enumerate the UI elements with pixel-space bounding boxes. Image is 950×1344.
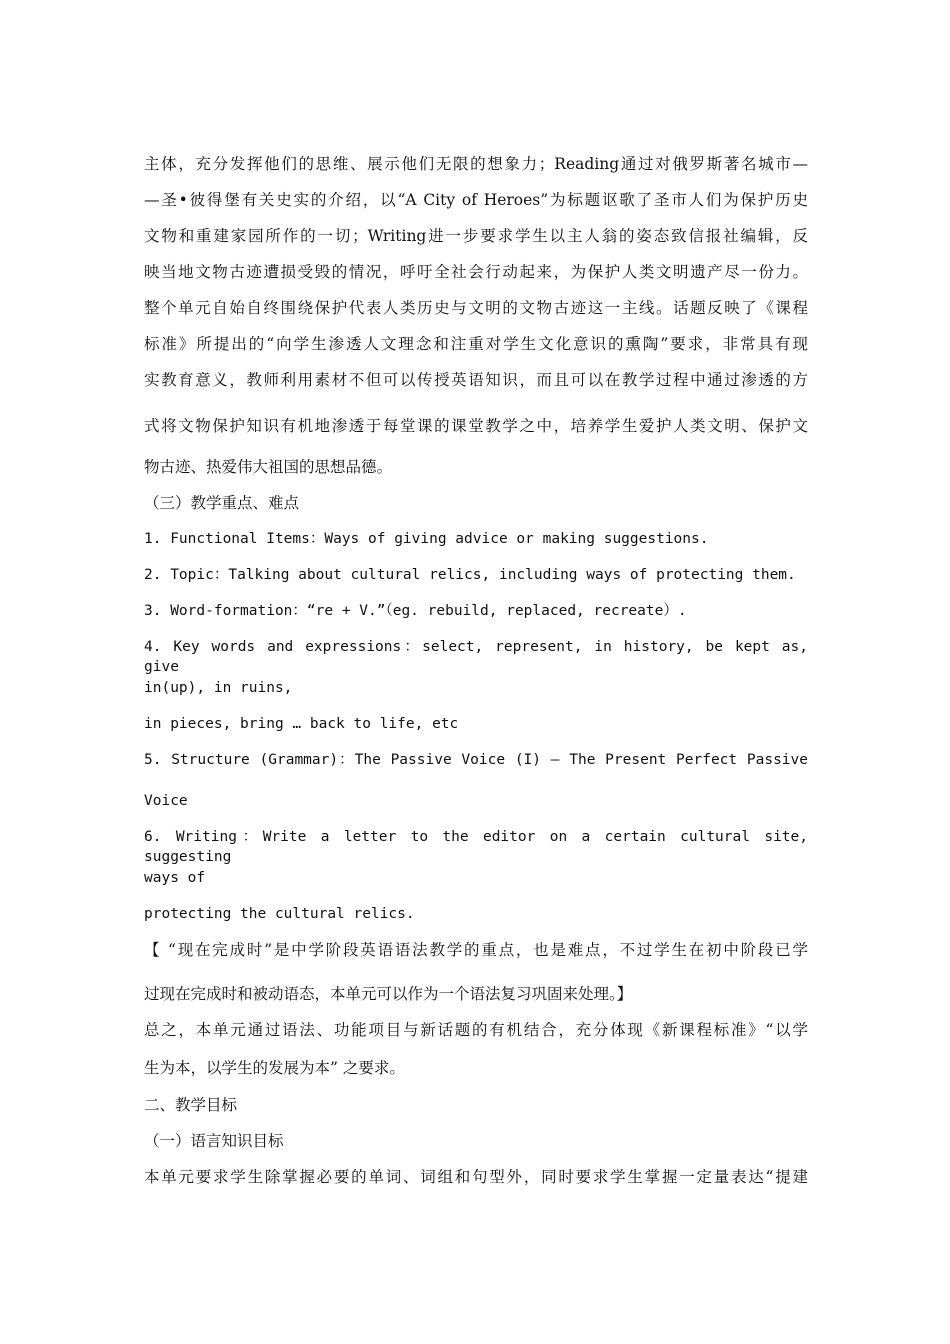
paragraph-line: 文物和重建家园所作的一切；Writing进一步要求学生以主人翁的姿态致信报社编辑，反 [144, 227, 808, 245]
section-heading: （三）教学重点、难点 [144, 494, 300, 512]
paragraph-line: 实教育意义，教师利用素材不但可以传授英语知识，而且可以在教学过程中通过渗透的方 [144, 371, 808, 389]
list-item-continuation: ways of [144, 870, 206, 886]
list-item-continuation: protecting the cultural relics. [144, 906, 415, 922]
list-item: 4. Key words and expressions：select, represent, in history, be kept as, give [144, 639, 808, 675]
paragraph-line: 式将文物保护知识有机地渗透于每堂课的课堂教学之中，培养学生爱护人类文明、保护文 [144, 417, 808, 435]
note-line: 过现在完成时和被动语态，本单元可以作为一个语法复习巩固来处理。】 [144, 985, 633, 1003]
list-item: 6. Writing：Write a letter to the editor on a certain cultural site, suggesting [144, 829, 808, 865]
note-line: 【 “现在完成时”是中学阶段英语语法教学的重点，也是难点，不过学生在初中阶段已学 [144, 941, 808, 959]
paragraph-line: 总之，本单元通过语法、功能项目与新话题的有机结合，充分体现《新课程标准》“以学 [144, 1021, 808, 1039]
list-item: 5. Structure (Grammar)：The Passive Voice (I) — The Present Perfect Passive [144, 752, 808, 768]
list-item-continuation: Voice [144, 793, 188, 809]
paragraph-line: 映当地文物古迹遭损受毁的情况，呼吁全社会行动起来，为保护人类文明遗产尽一份力。 [144, 263, 808, 281]
list-item: 2. Topic：Talking about cultural relics, including ways of protecting them. [144, 567, 796, 583]
list-item-continuation: in pieces, bring … back to life, etc [144, 716, 459, 732]
list-item-continuation: in(up), in ruins, [144, 680, 293, 696]
paragraph-line: 标准》所提出的“向学生渗透人文理念和注重对学生文化意识的熏陶”要求，非常具有现 [144, 335, 808, 353]
list-item: 1. Functional Items：Ways of giving advice or making suggestions. [144, 531, 709, 547]
paragraph-line: 本单元要求学生除掌握必要的单词、词组和句型外，同时要求学生掌握一定量表达“提建 [144, 1168, 808, 1186]
paragraph-line: 主体，充分发挥他们的思维、展示他们无限的想象力；Reading通过对俄罗斯著名城市— [144, 155, 808, 173]
list-item: 3. Word-formation：“re + V.”（eg. rebuild, replaced, recreate）. [144, 603, 687, 619]
paragraph-line: 生为本，以学生的发展为本” 之要求。 [144, 1059, 405, 1077]
paragraph-line: —圣•彼得堡有关史实的介绍，以“A City of Heroes”为标题讴歌了圣市人们为保护历史 [144, 191, 808, 209]
section-heading: 二、教学目标 [144, 1096, 238, 1114]
paragraph-line: 物古迹、热爱伟大祖国的思想品德。 [144, 458, 393, 476]
paragraph-line: 整个单元自始自终围绕保护代表人类历史与文明的文物古迹这一主线。话题反映了《课程 [144, 299, 808, 317]
subsection-heading: （一）语言知识目标 [144, 1132, 284, 1150]
